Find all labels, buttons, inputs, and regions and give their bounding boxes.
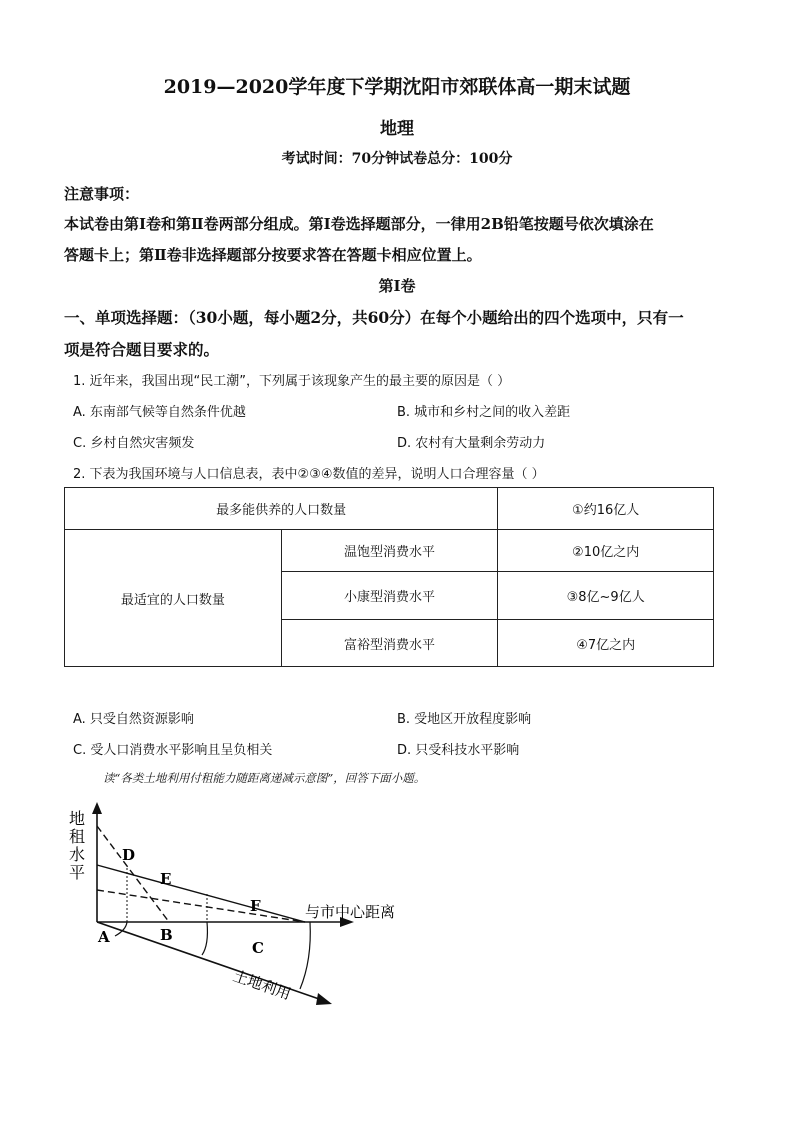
y-axis-label: 水 xyxy=(68,845,86,864)
population-info-table xyxy=(64,487,714,667)
land-use-label: 土地利用 xyxy=(230,966,294,1004)
table-cell-value: ②10亿之内 xyxy=(498,530,714,572)
question-2-option-d: D. 只受科技水平影响 xyxy=(397,743,520,758)
question-1-option-b: B. 城市和乡村之间的收入差距 xyxy=(397,405,571,420)
y-axis-label: 租 xyxy=(68,827,86,846)
exam-info: 考试时间：70分钟试卷总分：100分 xyxy=(281,151,513,167)
part-label: 第Ⅰ卷 xyxy=(378,277,416,295)
figure-intro: 读“各类土地利用付租能力随距离递减示意图”，回答下面小题。 xyxy=(103,771,426,785)
question-2-option-b: B. 受地区开放程度影响 xyxy=(397,712,532,727)
section-line-1: 一、单项选择题：（30小题，每小题2分，共60分）在每个小题给出的四个选项中，只有一 xyxy=(64,308,684,327)
table-cell-max-value: ①约16亿人 xyxy=(498,488,714,530)
curve-d xyxy=(97,826,172,922)
question-2-stem: 2. 下表为我国环境与人口信息表，表中②③④数值的差异，说明人口合理容量（ ） xyxy=(73,467,545,482)
y-axis-arrow xyxy=(92,802,102,814)
zone-label-a: A xyxy=(98,928,110,946)
land-rent-diagram xyxy=(60,790,440,1030)
question-2-option-c: C. 受人口消费水平影响且呈负相关 xyxy=(73,743,273,758)
subject-title: 地理 xyxy=(380,119,414,139)
y-axis-label: 平 xyxy=(68,863,86,882)
table-cell-max-label: 最多能供养的人口数量 xyxy=(65,488,498,530)
curve-label-e: E xyxy=(160,870,172,888)
table-cell-value: ④7亿之内 xyxy=(498,620,714,667)
table-cell-level: 小康型消费水平 xyxy=(281,572,498,620)
curve-f xyxy=(97,890,305,922)
notice-line-1: 本试卷由第Ⅰ卷和第Ⅱ卷两部分组成。第Ⅰ卷选择题部分，一律用2B铅笔按题号依次填涂在 xyxy=(64,215,654,233)
notice-line-2: 答题卡上；第Ⅱ卷非选择题部分按要求答在答题卡相应位置上。 xyxy=(64,246,482,264)
x-axis-label: 与市中心距离 xyxy=(305,903,396,921)
land-use-axis-arrow xyxy=(316,993,332,1005)
question-1-option-d: D. 农村有大量剩余劳动力 xyxy=(397,436,546,451)
question-1-option-a: A. 东南部气候等自然条件优越 xyxy=(73,405,246,420)
curve-label-f: F xyxy=(250,897,261,915)
question-2-option-a: A. 只受自然资源影响 xyxy=(73,712,194,727)
table-cell-level: 温饱型消费水平 xyxy=(281,530,498,572)
boundary-arc-c-end xyxy=(300,922,310,989)
question-1-stem: 1. 近年来，我国出现“民工潮”，下列属于该现象产生的最主要的原因是（ ） xyxy=(73,374,511,389)
boundary-arc-bc xyxy=(202,922,207,955)
notice-heading: 注意事项： xyxy=(64,185,140,203)
section-line-2: 项是符合题目要求的。 xyxy=(64,340,220,359)
curve-label-d: D xyxy=(122,846,136,864)
y-axis-label: 地 xyxy=(68,809,86,828)
zone-label-c: C xyxy=(252,939,264,957)
table-row xyxy=(65,488,714,530)
question-1-option-c: C. 乡村自然灾害频发 xyxy=(73,436,195,451)
table-cell-level: 富裕型消费水平 xyxy=(281,620,498,667)
table-cell-optimal-label: 最适宜的人口数量 xyxy=(65,530,282,667)
zone-label-b: B xyxy=(160,926,173,944)
table-row xyxy=(65,530,714,572)
curve-e xyxy=(97,865,305,922)
exam-title: 2019—2020学年度下学期沈阳市郊联体高一期末试题 xyxy=(163,76,631,98)
table-cell-value: ③8亿~9亿人 xyxy=(498,572,714,620)
